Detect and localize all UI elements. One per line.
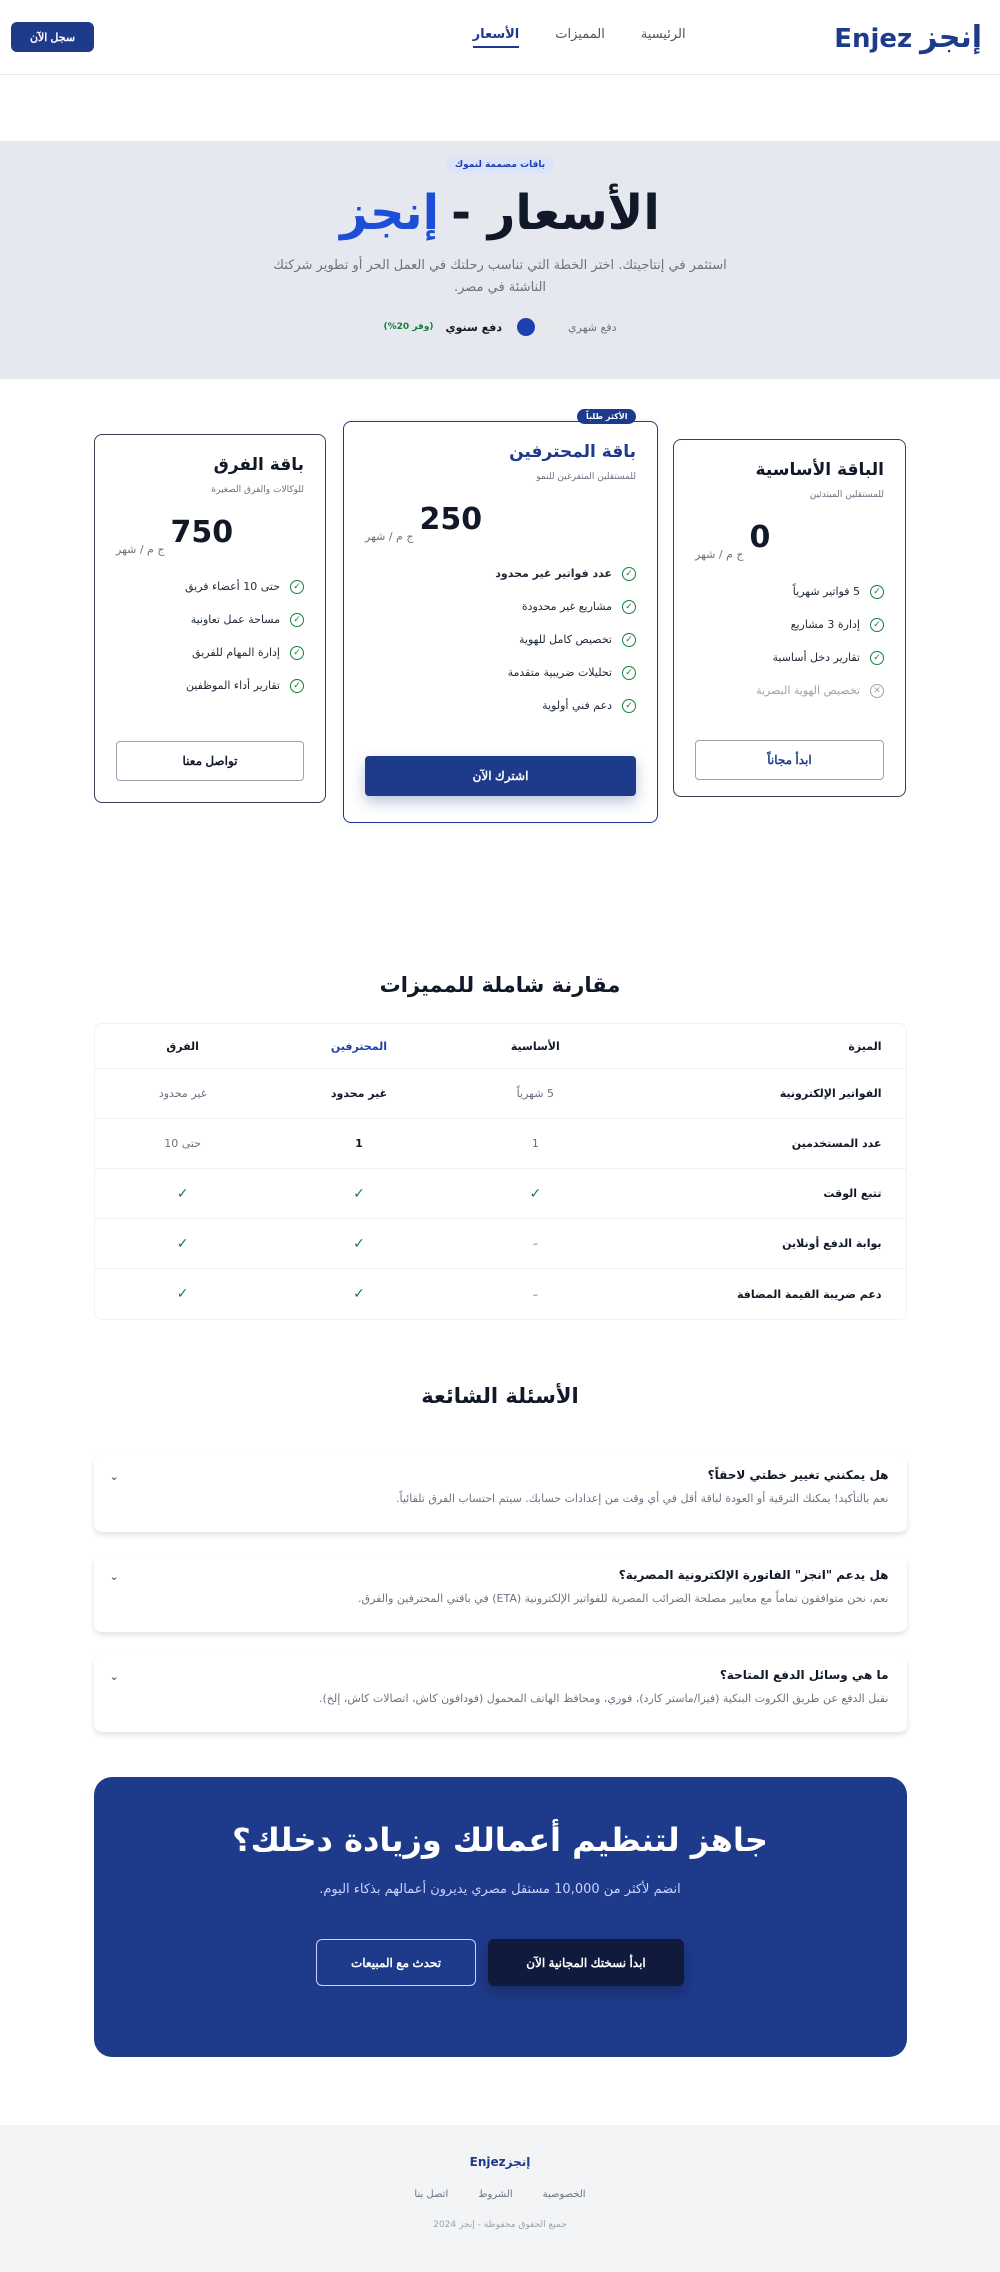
price-unit: ج م / شهر <box>365 530 414 543</box>
dash-icon: – <box>532 1237 539 1250</box>
plan-description: للمستقلين المتفرغين للنمو <box>536 472 636 482</box>
faq-answer: نعم، نحن متوافقون تماماً مع معايير مصلحة الضرائب المصرية للفواتير الإلكترونية (ETA) في باقتي المحترفين والفرق. <box>358 1592 889 1605</box>
yearly-savings-badge: (وفر 20%) <box>383 322 434 332</box>
hero-subtitle: استثمر في إنتاجيتك. اختر الخطة التي تناسب رحلتك في العمل الحر أو تطوير شركتك الناشئة في مصر. <box>273 258 727 295</box>
check-icon: ✓ <box>622 633 636 647</box>
feature-item <box>695 575 884 608</box>
feature-item <box>365 689 636 722</box>
feature-item <box>116 570 304 603</box>
start-free-button[interactable]: ابدأ مجاناً <box>695 740 884 780</box>
feature-item <box>365 656 636 689</box>
feature-text: تحليلات ضريبية متقدمة <box>507 666 612 679</box>
faq-item[interactable] <box>94 1555 907 1632</box>
footer-logo[interactable]: إنجزEnjez <box>469 2155 531 2169</box>
check-icon: ✓ <box>176 1286 189 1302</box>
plan-name: باقة المحترفين <box>509 442 636 462</box>
table-cell: دعم ضريبة القيمة المضافة <box>736 1287 882 1301</box>
check-icon: ✓ <box>290 646 304 660</box>
feature-text: تخصيص الهوية البصرية <box>756 684 860 697</box>
logo-english: Enjez <box>834 23 913 54</box>
footer-link-contact[interactable]: اتصل بنا <box>414 2189 449 2200</box>
check-icon: ✓ <box>870 585 884 599</box>
chevron-down-icon[interactable]: ⌄ <box>109 1470 119 1483</box>
site-footer <box>0 2125 1000 2272</box>
cta-buttons <box>316 1939 684 1986</box>
plan-card-teams <box>94 434 326 803</box>
table-cell: غير محدود <box>158 1087 207 1100</box>
faq-title: الأسئلة الشائعة <box>421 1384 579 1408</box>
feature-item <box>116 603 304 636</box>
faq-answer: نعم بالتأكيد! يمكنك الترقية أو العودة لباقة أقل في أي وقت من إعدادات حسابك. سيتم احتساب الفرق تلقائياً. <box>396 1492 889 1505</box>
pricing-hero <box>0 141 1000 379</box>
column-header: الأساسية <box>510 1039 560 1053</box>
check-icon: ✓ <box>176 1185 189 1202</box>
page-title-text: الأسعار - <box>451 185 660 241</box>
check-icon: ✓ <box>529 1185 542 1202</box>
check-icon: ✓ <box>290 679 304 693</box>
logo-arabic: إنجز <box>920 19 982 55</box>
footer-links <box>414 2189 585 2200</box>
feature-text: تقارير دخل أساسية <box>772 651 860 664</box>
plan-card-pro <box>343 412 658 823</box>
nav-features[interactable]: المميزات <box>555 26 605 42</box>
copyright: جميع الحقوق محفوظة - إنجز 2024 <box>433 2220 567 2230</box>
feature-text: تخصيص كامل للهوية <box>518 633 612 646</box>
comparison-title: مقارنة شاملة للمميزات <box>379 973 621 997</box>
table-row <box>95 1219 906 1269</box>
table-cell: تتبع الوقت <box>823 1187 882 1200</box>
plan-price: 750 <box>170 515 234 550</box>
column-header: المحترفين <box>330 1039 388 1053</box>
faq-question[interactable]: هل يدعم "انجز" الفاتورة الإلكترونية المصرية؟ <box>618 1568 889 1582</box>
plan-name: باقة الفرق <box>213 455 304 475</box>
price-unit: ج م / شهر <box>695 548 744 561</box>
plan-description: للمستقلين المبتدئين <box>809 490 884 500</box>
pricing-plans <box>0 412 1000 939</box>
feature-item <box>365 623 636 656</box>
feature-text: مشاريع غير محدودة <box>521 600 612 613</box>
check-icon: ✓ <box>622 666 636 680</box>
billing-toggle[interactable] <box>514 315 556 339</box>
chevron-down-icon[interactable]: ⌄ <box>109 1570 119 1583</box>
cta-subtitle: انضم لأكثر من 10,000 مستقل مصري يديرون أعمالهم بذكاء اليوم. <box>319 1882 681 1897</box>
feature-item <box>116 669 304 702</box>
feature-text: عدد فواتير غير محدود <box>495 567 612 580</box>
billing-monthly-label[interactable]: دفع شهري <box>568 320 617 334</box>
talk-to-sales-button[interactable]: تحدث مع المبيعات <box>316 1939 476 1986</box>
faq-question[interactable]: ما هي وسائل الدفع المتاحة؟ <box>719 1668 889 1682</box>
billing-toggle-group <box>384 315 617 339</box>
price-row <box>116 515 304 556</box>
column-header: الفرق <box>166 1039 199 1053</box>
table-cell: 1 <box>531 1137 539 1150</box>
column-header: الميزة <box>848 1039 882 1053</box>
table-row <box>95 1069 906 1119</box>
feature-list <box>695 575 884 707</box>
feature-text: إدارة المهام للفريق <box>192 646 280 659</box>
feature-item <box>365 557 636 590</box>
feature-text: حتى 10 أعضاء فريق <box>184 580 280 593</box>
faq-item[interactable] <box>94 1655 907 1732</box>
feature-list <box>116 570 304 702</box>
table-cell: عدد المستخدمين <box>791 1137 882 1150</box>
table-cell: الفواتير الإلكترونية <box>779 1087 882 1100</box>
check-icon: ✓ <box>176 1235 189 1252</box>
table-cell: 5 شهرياً <box>516 1087 554 1100</box>
check-icon: ✓ <box>290 580 304 594</box>
feature-text: إدارة 3 مشاريع <box>790 618 860 631</box>
table-cell: 1 <box>355 1137 363 1150</box>
cta-banner <box>94 1777 907 2057</box>
feature-item <box>695 608 884 641</box>
feature-text: دعم فني أولوية <box>542 699 612 712</box>
table-row <box>95 1119 906 1169</box>
check-icon: ✓ <box>353 1286 365 1302</box>
feature-text: مساحة عمل تعاونية <box>190 613 280 626</box>
billing-yearly-label[interactable]: دفع سنوي <box>445 320 503 334</box>
check-icon: ✓ <box>353 1235 365 1252</box>
price-row <box>695 520 884 561</box>
check-icon: ✓ <box>870 651 884 665</box>
dash-icon: – <box>532 1287 539 1301</box>
footer-link-privacy[interactable]: الخصوصية <box>542 2189 586 2200</box>
main-nav <box>473 27 686 48</box>
feature-list <box>365 557 636 722</box>
nav-home[interactable]: الرئيسية <box>640 26 686 42</box>
faq-answer: نقبل الدفع عن طريق الكروت البنكية (فيزا/ماستر كارد)، فوري، ومحافظ الهاتف المحمول (فودافون كاش، اتصالات كاش، إلخ). <box>319 1692 889 1705</box>
start-free-version-button[interactable]: ابدأ نسختك المجانية الآن <box>488 1939 684 1986</box>
check-icon: ✓ <box>870 618 884 632</box>
subscribe-button[interactable]: اشترك الآن <box>365 756 636 796</box>
plan-description: للوكالات والفرق الصغيرة <box>211 485 304 495</box>
feature-text: 5 فواتير شهرياً <box>792 585 860 598</box>
comparison-table <box>94 1023 907 1320</box>
plan-name: الباقة الأساسية <box>755 460 884 480</box>
faq-question[interactable]: هل يمكنني تغيير خطتي لاحقاً؟ <box>707 1468 889 1482</box>
feature-item <box>116 636 304 669</box>
chevron-down-icon[interactable]: ⌄ <box>109 1670 119 1683</box>
most-popular-badge: الأكثر طلباً <box>577 409 636 424</box>
table-cell: حتى 10 <box>164 1137 202 1150</box>
check-icon: ✓ <box>622 600 636 614</box>
check-icon: ✓ <box>622 699 636 713</box>
logo[interactable] <box>834 20 982 55</box>
toggle-knob <box>517 318 535 336</box>
faq-list <box>94 1455 907 1732</box>
table-cell: بوابة الدفع أونلاين <box>782 1237 882 1250</box>
feature-item <box>695 641 884 674</box>
plan-price: 0 <box>749 520 771 555</box>
x-circle-icon: ✕ <box>870 684 884 698</box>
feature-item <box>365 590 636 623</box>
table-row <box>95 1169 906 1219</box>
feature-item-disabled <box>695 674 884 707</box>
page-title <box>340 185 660 241</box>
price-unit: ج م / شهر <box>116 543 165 556</box>
footer-link-terms[interactable]: الشروط <box>478 2189 513 2200</box>
faq-item[interactable] <box>94 1455 907 1532</box>
check-icon: ✓ <box>353 1185 365 1202</box>
price-row <box>365 502 636 543</box>
signup-button[interactable]: سجل الآن <box>11 22 94 52</box>
check-icon: ✓ <box>290 613 304 627</box>
nav-pricing[interactable]: الأسعار <box>473 27 520 48</box>
site-header <box>0 0 1000 75</box>
contact-us-button[interactable]: تواصل معنا <box>116 741 304 781</box>
feature-text: تقارير أداء الموظفين <box>185 679 280 692</box>
table-cell: غير محدود <box>330 1087 388 1100</box>
hero-badge: باقات مصممة لنموك <box>446 157 554 173</box>
table-header-row <box>95 1024 906 1069</box>
plan-card-basic <box>673 439 906 797</box>
cta-title: جاهز لتنظيم أعمالك وزيادة دخلك؟ <box>232 1821 768 1859</box>
table-row <box>95 1269 906 1319</box>
page-title-brand: إنجز <box>340 185 440 241</box>
check-icon: ✓ <box>622 567 636 581</box>
plan-price: 250 <box>419 502 483 537</box>
